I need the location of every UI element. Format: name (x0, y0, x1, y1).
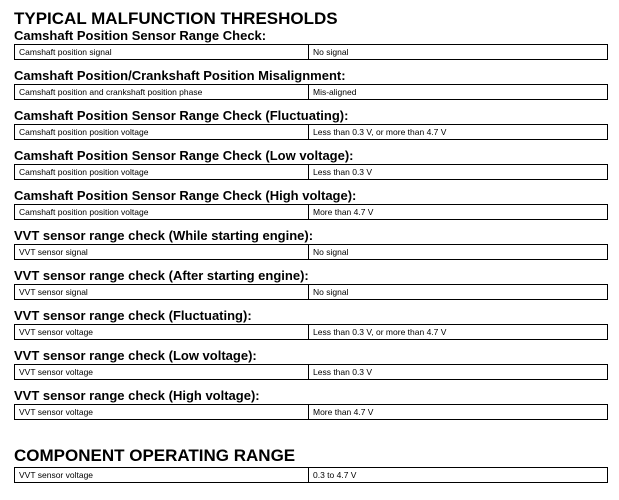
threshold-section (14, 69, 602, 100)
table-row (15, 468, 608, 483)
item-cell: VVT sensor voltage (15, 468, 309, 483)
component-operating-range-heading: COMPONENT OPERATING RANGE (14, 446, 296, 465)
item-cell: VVT sensor voltage (15, 325, 309, 340)
item-cell: VVT sensor voltage (15, 365, 309, 380)
item-cell: Camshaft position position voltage (15, 125, 309, 140)
threshold-table (14, 324, 608, 340)
value-cell: 0.3 to 4.7 V (309, 468, 608, 483)
threshold-section (14, 349, 602, 380)
threshold-table (14, 284, 608, 300)
document-page (14, 9, 602, 483)
table-row (15, 405, 608, 420)
threshold-table (14, 164, 608, 180)
threshold-table (14, 44, 608, 60)
section-title: Camshaft Position Sensor Range Check (Low voltage): (14, 148, 354, 163)
value-cell: Less than 0.3 V, or more than 4.7 V (309, 325, 608, 340)
table-row (15, 285, 608, 300)
value-cell: More than 4.7 V (309, 205, 608, 220)
threshold-section (14, 189, 602, 220)
item-cell: VVT sensor voltage (15, 405, 309, 420)
threshold-table (14, 84, 608, 100)
section-title: VVT sensor range check (After starting engine): (14, 268, 309, 283)
threshold-section (14, 389, 602, 420)
table-row (15, 325, 608, 340)
section-title: Camshaft Position Sensor Range Check: (14, 28, 267, 43)
value-cell: Less than 0.3 V, or more than 4.7 V (309, 125, 608, 140)
item-cell: Camshaft position signal (15, 45, 309, 60)
item-cell: VVT sensor signal (15, 285, 309, 300)
threshold-table (14, 204, 608, 220)
table-row (15, 45, 608, 60)
threshold-table (14, 404, 608, 420)
value-cell: No signal (309, 285, 608, 300)
component-range-table (14, 467, 608, 483)
table-row (15, 365, 608, 380)
threshold-section (14, 309, 602, 340)
section-title: VVT sensor range check (Fluctuating): (14, 308, 252, 323)
threshold-table (14, 364, 608, 380)
item-cell: Camshaft position position voltage (15, 205, 309, 220)
value-cell: No signal (309, 245, 608, 260)
threshold-section (14, 229, 602, 260)
value-cell: Less than 0.3 V (309, 165, 608, 180)
section-title: VVT sensor range check (Low voltage): (14, 348, 257, 363)
threshold-section (14, 29, 602, 60)
value-cell: More than 4.7 V (309, 405, 608, 420)
item-cell: Camshaft position position voltage (15, 165, 309, 180)
value-cell: Less than 0.3 V (309, 365, 608, 380)
table-row (15, 85, 608, 100)
section-title: VVT sensor range check (While starting engine): (14, 228, 314, 243)
value-cell: No signal (309, 45, 608, 60)
table-row (15, 205, 608, 220)
section-title: Camshaft Position Sensor Range Check (Fluctuating): (14, 108, 349, 123)
table-row (15, 165, 608, 180)
threshold-section (14, 269, 602, 300)
item-cell: Camshaft position and crankshaft position phase (15, 85, 309, 100)
threshold-table (14, 244, 608, 260)
threshold-section (14, 109, 602, 140)
threshold-section (14, 149, 602, 180)
table-row (15, 245, 608, 260)
section-title: Camshaft Position/Crankshaft Position Misalignment: (14, 68, 346, 83)
table-row (15, 125, 608, 140)
threshold-table (14, 124, 608, 140)
value-cell: Mis-aligned (309, 85, 608, 100)
page-title: TYPICAL MALFUNCTION THRESHOLDS (14, 9, 338, 28)
section-title: Camshaft Position Sensor Range Check (High voltage): (14, 188, 357, 203)
section-title: VVT sensor range check (High voltage): (14, 388, 260, 403)
item-cell: VVT sensor signal (15, 245, 309, 260)
